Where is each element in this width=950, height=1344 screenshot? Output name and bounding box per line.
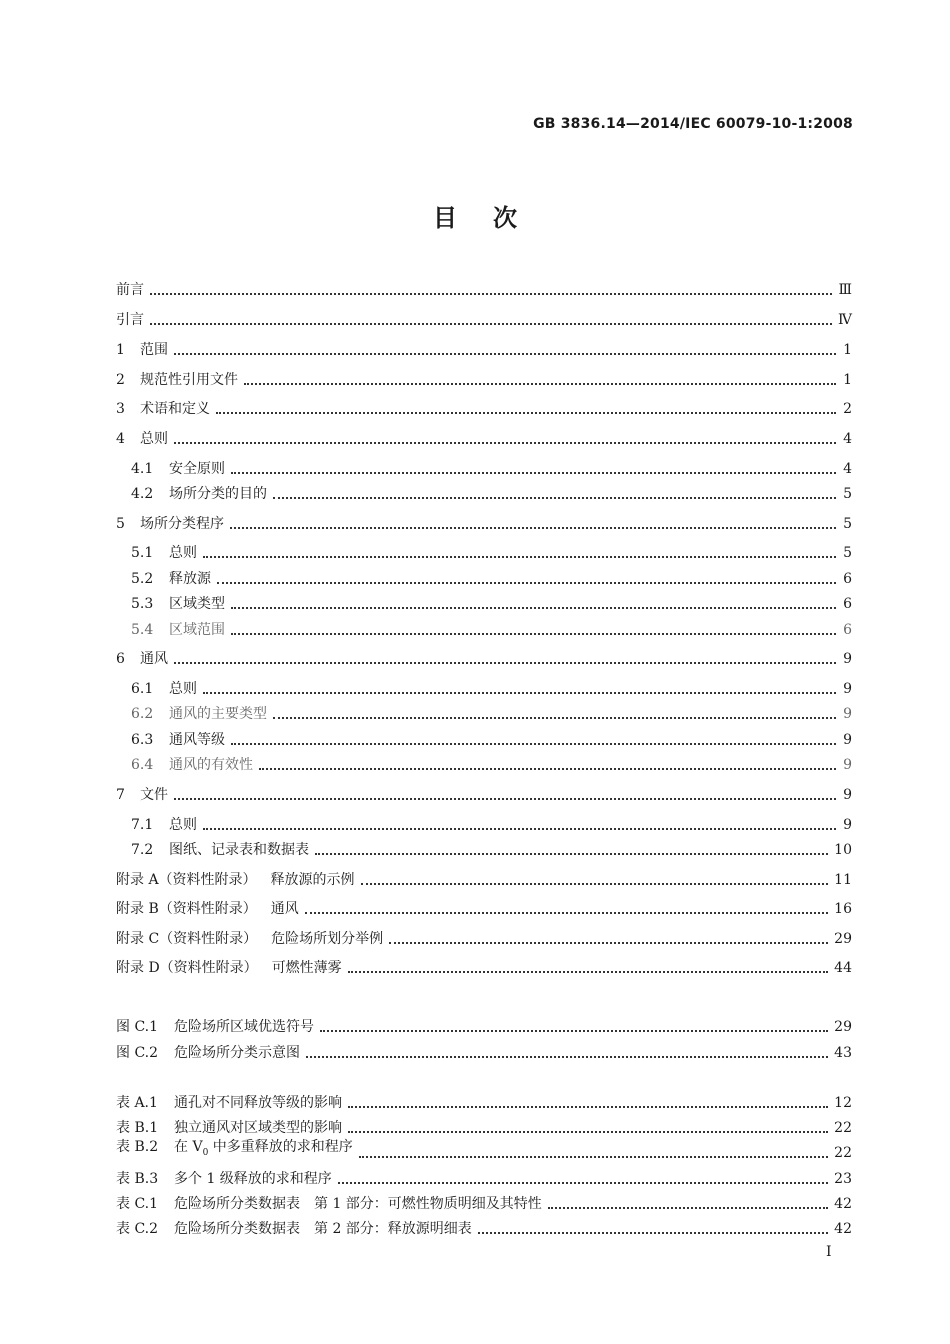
toc-page: 43 — [834, 1045, 852, 1061]
toc-page: 29 — [834, 1019, 852, 1035]
toc-label: 7.2 图纸、记录表和数据表 — [131, 842, 309, 858]
toc-entry-7-2[interactable] — [131, 840, 852, 860]
standard-code: GB 3836.14—2014/IEC 60079-10-1:2008 — [533, 116, 853, 132]
page-number: I — [826, 1244, 832, 1260]
toc-entry-5[interactable] — [116, 514, 852, 534]
toc-page: 44 — [834, 960, 852, 976]
leader-dots — [150, 323, 832, 325]
leader-dots — [174, 442, 836, 444]
toc-label: 附录 A（资料性附录） 释放源的示例 — [116, 872, 355, 888]
toc-entry-6-3[interactable] — [131, 730, 852, 750]
toc-label: 引言 — [116, 312, 144, 328]
leader-dots — [174, 798, 836, 800]
toc-page: 5 — [843, 545, 852, 561]
toc-label: 5.2 释放源 — [131, 571, 211, 587]
toc-label: 6 通风 — [116, 651, 168, 667]
leader-dots — [203, 692, 836, 694]
leader-dots — [217, 582, 836, 584]
toc-label: 图 C.1 危险场所区域优选符号 — [116, 1019, 314, 1035]
leader-dots — [203, 556, 836, 558]
toc-page: 5 — [843, 516, 852, 532]
leader-dots — [478, 1232, 828, 1234]
toc-entry-4-2[interactable] — [131, 484, 852, 504]
toc-page: 10 — [834, 842, 852, 858]
toc-entry-4[interactable] — [116, 429, 852, 449]
leader-dots — [348, 971, 828, 973]
leader-dots — [203, 828, 836, 830]
leader-dots — [231, 633, 836, 635]
toc-label: 5.4 区域范围 — [131, 622, 225, 638]
leader-dots — [174, 662, 836, 664]
leader-dots — [305, 912, 828, 914]
toc-table-c2[interactable] — [116, 1219, 852, 1239]
toc-label: 6.1 总则 — [131, 681, 197, 697]
toc-page: 9 — [843, 732, 852, 748]
leader-dots — [231, 472, 836, 474]
toc-label: 表 B.1 独立通风对区域类型的影响 — [116, 1120, 342, 1136]
toc-label: 表 B.2 在 $V_0$ 中多重释放的求和程序 — [116, 1139, 353, 1158]
toc-page: 6 — [843, 596, 852, 612]
toc-page: 12 — [834, 1095, 852, 1111]
toc-label: 6.2 通风的主要类型 — [131, 706, 267, 722]
toc-page: 6 — [843, 571, 852, 587]
leader-dots — [230, 527, 836, 529]
toc-page: 2 — [843, 401, 852, 417]
leader-dots — [338, 1182, 828, 1184]
toc-entry-2[interactable] — [116, 370, 852, 390]
toc-label: 前言 — [116, 282, 144, 298]
toc-page: 22 — [834, 1145, 852, 1161]
toc-entry-6-2[interactable] — [131, 704, 852, 724]
toc-entry-3[interactable] — [116, 399, 852, 419]
toc-page: 6 — [843, 622, 852, 638]
toc-page: 16 — [834, 901, 852, 917]
toc-entry-6[interactable] — [116, 649, 852, 669]
leader-dots — [359, 1156, 828, 1158]
toc-entry-6-1[interactable] — [131, 679, 852, 699]
toc-entry-5-3[interactable] — [131, 594, 852, 614]
toc-label: 附录 D（资料性附录） 可燃性薄雾 — [116, 960, 342, 976]
toc-entry-7[interactable] — [116, 785, 852, 805]
toc-label: 1 范围 — [116, 342, 168, 358]
toc-entry-5-2[interactable] — [131, 569, 852, 589]
toc-label: 2 规范性引用文件 — [116, 372, 238, 388]
toc-figure-c2[interactable] — [116, 1043, 852, 1063]
toc-page: 23 — [834, 1171, 852, 1187]
toc-entry-introduction[interactable] — [116, 310, 852, 330]
toc-page: 42 — [834, 1196, 852, 1212]
toc-label: 7.1 总则 — [131, 817, 197, 833]
toc-label: 7 文件 — [116, 787, 168, 803]
toc-label: 图 C.2 危险场所分类示意图 — [116, 1045, 300, 1061]
toc-page: 9 — [843, 787, 852, 803]
toc-entry-1[interactable] — [116, 340, 852, 360]
toc-figure-c1[interactable] — [116, 1017, 852, 1037]
toc-label: 表 B.3 多个 1 级释放的求和程序 — [116, 1171, 332, 1187]
leader-dots — [348, 1106, 828, 1108]
toc-page: 1 — [843, 342, 852, 358]
toc-page: 9 — [843, 706, 852, 722]
toc-entry-appendix-a[interactable] — [116, 870, 852, 890]
toc-page: 5 — [843, 486, 852, 502]
toc-label: 4 总则 — [116, 431, 168, 447]
leader-dots — [548, 1207, 828, 1209]
toc-label: 5.1 总则 — [131, 545, 197, 561]
toc-entry-7-1[interactable] — [131, 815, 852, 835]
toc-page: 29 — [834, 931, 852, 947]
toc-entry-5-1[interactable] — [131, 543, 852, 563]
leader-dots — [389, 942, 828, 944]
page-title: 目次 — [433, 204, 553, 232]
toc-page: 4 — [843, 461, 852, 477]
leader-dots — [315, 853, 828, 855]
toc-page: 42 — [834, 1221, 852, 1237]
leader-dots — [273, 497, 836, 499]
leader-dots — [231, 743, 836, 745]
leader-dots — [231, 607, 836, 609]
toc-label: 4.1 安全原则 — [131, 461, 225, 477]
toc-label: 5.3 区域类型 — [131, 596, 225, 612]
toc-page: Ⅳ — [838, 312, 852, 328]
toc-entry-appendix-b[interactable] — [116, 899, 852, 919]
leader-dots — [174, 353, 836, 355]
leader-dots — [216, 412, 836, 414]
toc-label: 附录 C（资料性附录） 危险场所划分举例 — [116, 931, 384, 947]
leader-dots — [361, 883, 829, 885]
toc-table-a1[interactable] — [116, 1093, 852, 1113]
toc-label: 3 术语和定义 — [116, 401, 210, 417]
leader-dots — [348, 1131, 828, 1133]
toc-page: 1 — [843, 372, 852, 388]
toc-label: 6.3 通风等级 — [131, 732, 225, 748]
toc-page: 9 — [843, 651, 852, 667]
toc-label: 表 C.2 危险场所分类数据表 第 2 部分：释放源明细表 — [116, 1221, 472, 1237]
toc-table-c1[interactable] — [116, 1194, 852, 1214]
toc-page: 9 — [843, 757, 852, 773]
leader-dots — [273, 717, 836, 719]
leader-dots — [259, 768, 836, 770]
toc-table-b2[interactable] — [116, 1139, 852, 1163]
toc-table-b1[interactable] — [116, 1118, 852, 1138]
leader-dots — [244, 383, 836, 385]
toc-page: 9 — [843, 681, 852, 697]
leader-dots — [320, 1030, 828, 1032]
toc-page: 22 — [834, 1120, 852, 1136]
toc-label: 6.4 通风的有效性 — [131, 757, 253, 773]
toc-label: 附录 B（资料性附录） 通风 — [116, 901, 299, 917]
toc-page: 11 — [834, 872, 852, 888]
toc-page: 9 — [843, 817, 852, 833]
toc-table-b3[interactable] — [116, 1169, 852, 1189]
leader-dots — [306, 1056, 828, 1058]
toc-entry-5-4[interactable] — [131, 620, 852, 640]
toc-label: 表 A.1 通孔对不同释放等级的影响 — [116, 1095, 342, 1111]
toc-entry-foreword[interactable] — [116, 280, 852, 300]
toc-entry-appendix-d[interactable] — [116, 958, 852, 978]
toc-page: 4 — [843, 431, 852, 447]
leader-dots — [150, 293, 832, 295]
toc-entry-6-4[interactable] — [131, 755, 852, 775]
toc-entry-appendix-c[interactable] — [116, 929, 852, 949]
toc-label: 5 场所分类程序 — [116, 516, 224, 532]
toc-page: Ⅲ — [838, 282, 852, 298]
toc-entry-4-1[interactable] — [131, 459, 852, 479]
toc-label: 4.2 场所分类的目的 — [131, 486, 267, 502]
toc-label: 表 C.1 危险场所分类数据表 第 1 部分：可燃性物质明细及其特性 — [116, 1196, 542, 1212]
